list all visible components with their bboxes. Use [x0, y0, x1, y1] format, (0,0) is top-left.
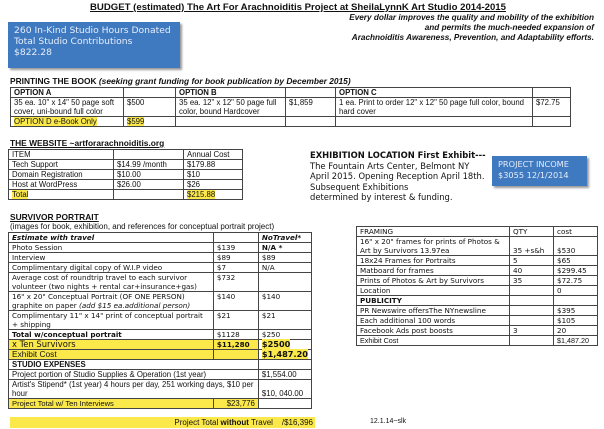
travel-cost: $139 — [213, 243, 258, 253]
option-d-price-cell — [124, 117, 176, 127]
item-name: Each additional 100 words — [357, 316, 510, 326]
table-row — [9, 180, 243, 190]
exhibit-label: Exhibit Cost — [9, 350, 214, 360]
exhibit-value-cell — [258, 350, 311, 360]
item-qty — [510, 306, 554, 316]
empty-cell — [176, 117, 286, 127]
notravel-cost: $140 — [258, 292, 311, 311]
item-name: Matboard for frames — [357, 266, 510, 276]
header-option-b: OPTION B — [176, 88, 286, 98]
empty-cell — [258, 360, 311, 370]
portrait-extra: (add $15 ea.additional person) — [79, 301, 191, 310]
project-total-label: Project Total w/ Ten Interviews — [9, 399, 214, 409]
travel-cost: $21 — [213, 311, 258, 330]
item-qty: 40 — [510, 266, 554, 276]
tagline-line: and permits the much-needed expansion of — [424, 23, 594, 32]
studio-expenses-label: STUDIO EXPENSES — [9, 360, 259, 370]
printing-subtitle: (seeking grant funding for book publication by December 2015) — [98, 76, 351, 86]
project-total-value: $23,776 — [213, 399, 258, 409]
exhibition-line: Subsequent Exhibitions — [310, 181, 409, 192]
table-row — [9, 380, 312, 399]
portrait-desc: 16" x 20" Conceptual Portrait (OF ONE PERSON) graphite on paper — [12, 292, 185, 310]
header-cell — [286, 88, 336, 98]
header-cell — [213, 233, 258, 243]
item-name — [9, 292, 214, 311]
item-qty: 35 — [510, 276, 554, 286]
item-name: Host at WordPress — [9, 180, 114, 190]
item-name: Location — [357, 286, 510, 296]
tagline-line: Every dollar improves the quality and mobility of the exhibition — [349, 13, 594, 22]
header-cell — [124, 88, 176, 98]
item-cost: $299.45 — [554, 266, 598, 276]
item-name: Complimentary 11" x 14" print of conceptual portrait + shipping — [9, 311, 214, 330]
table-row — [9, 170, 243, 180]
item-qty: 3 — [510, 326, 554, 336]
notravel-cost: N/A * — [258, 243, 311, 253]
total-travel: $1128 — [213, 330, 258, 340]
item-name: 16" x 20" frames for prints of Photos & Art by Survivors 13.97ea — [357, 237, 510, 256]
notravel-cost: $21 — [258, 311, 311, 330]
website-title: THE WEBSITE ~artforarachnoiditis.org — [10, 138, 165, 148]
option-a-price: $500 — [124, 98, 176, 117]
table-row — [357, 256, 598, 266]
item-annual: $179.88 — [184, 160, 243, 170]
header-framing: FRAMING — [357, 227, 510, 237]
item-price: $14.99 /month — [114, 160, 184, 170]
empty-cell — [510, 296, 554, 306]
header-cost: cost — [554, 227, 598, 237]
table-row — [357, 237, 598, 256]
option-d-price: $599 — [127, 117, 145, 126]
exhibit-cost-row — [357, 336, 598, 346]
ten-survivors-row — [9, 340, 312, 350]
exhibit-cost-value: $1,487.20 — [554, 336, 598, 346]
studio-hours: 260 In-Kind Studio Hours Donated — [14, 25, 171, 36]
table-row — [9, 160, 243, 170]
table-row — [357, 326, 598, 336]
item-price: $10.00 — [114, 170, 184, 180]
notravel-cost — [258, 273, 311, 292]
header-option-c: OPTION C — [336, 88, 533, 98]
without-travel-value: /$16,396 — [281, 418, 313, 427]
table-header-row — [11, 88, 571, 98]
exhibition-heading: EXHIBITION LOCATION First Exhibit--- — [310, 150, 486, 160]
total-label-cell — [9, 190, 114, 200]
option-a-desc: 35 ea. 10" x 14" 50 page soft cover, uni-bound full color — [11, 98, 124, 117]
empty-cell — [114, 190, 184, 200]
studio-expenses-row — [9, 360, 312, 370]
header-option-a: OPTION A — [11, 88, 124, 98]
exhibit-cost-label: Exhibit Cost — [357, 336, 510, 346]
option-c-desc: 1 ea. Print to order 12" x 12" 50 page full color, bound hard cover — [336, 98, 533, 117]
without-travel-suffix: Travel — [248, 418, 273, 427]
empty-cell — [258, 399, 311, 409]
travel-cost: $89 — [213, 253, 258, 263]
item-name: Tech Support — [9, 160, 114, 170]
item-name: Facebook Ads post boosts — [357, 326, 510, 336]
page-title: BUDGET (estimated) The Art For Arachnoiditis Project at SheilaLynnK Art Studio 2014-2015 — [90, 2, 506, 13]
header-no-travel: NoTravel* — [258, 233, 311, 243]
without-travel-prefix: Project Total — [174, 418, 221, 427]
table-header-row — [9, 150, 243, 160]
travel-cost: $732 — [213, 273, 258, 292]
website-table — [8, 149, 243, 200]
item-name: Photo Session — [9, 243, 214, 253]
item-annual: $26 — [184, 180, 243, 190]
tagline — [254, 13, 594, 43]
table-row — [9, 292, 312, 311]
item-qty: 35 +s&h — [510, 237, 554, 256]
empty-cell — [510, 336, 554, 346]
item-price: $26.00 — [114, 180, 184, 190]
table-row — [11, 117, 571, 127]
studio-cost: $1,554.00 — [258, 370, 311, 380]
table-row — [9, 263, 312, 273]
exhibition-info — [310, 150, 486, 203]
publicity-label: PUBLICITY — [357, 296, 510, 306]
header-with-travel: Estimate with travel — [9, 233, 214, 243]
travel-cost: $140 — [213, 292, 258, 311]
total-notravel: $250 — [258, 330, 311, 340]
survivor-title: SURVIVOR PORTRAIT — [10, 212, 99, 222]
table-row — [357, 266, 598, 276]
project-income-box — [492, 156, 587, 186]
printing-title — [10, 76, 351, 86]
item-name: Prints of Photos & Art by Survivors — [357, 276, 510, 286]
table-row — [9, 273, 312, 292]
exhibit-value: $1,487.20 — [261, 349, 308, 359]
exhibit-row — [9, 350, 312, 360]
empty-cell — [533, 117, 571, 127]
option-c-price: $72.75 — [533, 98, 571, 117]
signature: 12.1.14~slk — [370, 418, 406, 425]
header-item: ITEM — [9, 150, 114, 160]
without-travel-bold: without — [220, 418, 249, 427]
item-name: Domain Registration — [9, 170, 114, 180]
option-d-label: OPTION D e-Book Only — [14, 117, 97, 126]
item-name: Complimentary digital copy of W.I.P video — [9, 263, 214, 273]
item-cost: $395 — [554, 306, 598, 316]
item-qty — [510, 316, 554, 326]
empty-cell — [554, 296, 598, 306]
item-cost: $72.75 — [554, 276, 598, 286]
item-cost: $65 — [554, 256, 598, 266]
survivor-table — [8, 232, 312, 409]
total-row — [9, 190, 243, 200]
income-value: $3055 12/1/2014 — [498, 170, 569, 180]
option-d-cell — [11, 117, 124, 127]
survivor-note: (images for book, exhibition, and references for conceptual portrait project) — [10, 222, 275, 231]
table-row — [9, 370, 312, 380]
exhibition-line: The Fountain Arts Center, Belmont NY — [310, 160, 470, 171]
item-cost: 0 — [554, 286, 598, 296]
printing-title-text: PRINTING THE BOOK — [10, 76, 97, 86]
travel-cost: $7 — [213, 263, 258, 273]
item-name: Average cost of roundtrip travel to each survivor volunteer (two nights + rental car+insurance+gas) — [9, 273, 214, 292]
studio-item: Artist's Stipend* (1st year) 4 hours per day, 251 working days, $10 per hour — [9, 380, 259, 399]
table-row — [9, 311, 312, 330]
notravel-cost: $89 — [258, 253, 311, 263]
studio-contributions-box — [8, 22, 180, 68]
item-annual: $10 — [184, 170, 243, 180]
item-cost: $530 — [554, 237, 598, 256]
table-header-row — [357, 227, 598, 237]
tagline-line: Arachnoiditis Awareness, Prevention, and Adaptability efforts. — [351, 33, 594, 42]
studio-contrib-value: $822.28 — [14, 47, 52, 58]
exhibition-line: April 2015. Opening Reception April 18th. — [310, 171, 485, 181]
notravel-cost: N/A — [258, 263, 311, 273]
table-row — [11, 98, 571, 117]
empty-cell — [336, 117, 533, 127]
item-qty — [510, 286, 554, 296]
header-qty: QTY — [510, 227, 554, 237]
table-row — [357, 306, 598, 316]
option-b-desc: 35 ea. 12" x 12" 50 page full color, bound Hardcover — [176, 98, 286, 117]
header-cell — [114, 150, 184, 160]
studio-cost: $10, 040.00 — [258, 380, 311, 399]
header-annual-cost: Annual Cost — [184, 150, 243, 160]
table-row — [357, 276, 598, 286]
table-row — [357, 316, 598, 326]
ten-label: x Ten Survivors — [9, 340, 214, 350]
empty-cell — [213, 350, 258, 360]
exhibition-line: determined by interest & funding. — [310, 192, 453, 202]
item-name: PR Newswire offersThe NYnewsline — [357, 306, 510, 316]
item-cost: $105 — [554, 316, 598, 326]
project-total-row — [9, 399, 312, 409]
empty-cell — [286, 117, 336, 127]
total-label: Total w/conceptual portrait — [9, 330, 214, 340]
option-b-price: $1,859 — [286, 98, 336, 117]
printing-table — [10, 87, 571, 127]
table-row — [357, 286, 598, 296]
framing-table — [356, 226, 598, 346]
total-row — [9, 330, 312, 340]
item-qty: 5 — [510, 256, 554, 266]
table-row — [9, 243, 312, 253]
total-value: $215.88 — [187, 190, 216, 199]
ten-travel: $11,280 — [213, 340, 258, 350]
table-header-row — [9, 233, 312, 243]
income-label: PROJECT INCOME — [498, 159, 569, 169]
studio-contrib-label: Total Studio Contributions — [14, 36, 133, 47]
publicity-row — [357, 296, 598, 306]
ten-notravel-cell — [258, 340, 311, 350]
project-total-without-travel — [10, 417, 315, 428]
header-cell — [533, 88, 571, 98]
item-name: 18x24 Frames for Portraits — [357, 256, 510, 266]
ten-notravel: $2500 — [261, 339, 291, 349]
table-row — [9, 253, 312, 263]
item-cost: 20 — [554, 326, 598, 336]
studio-item: Project portion of Studio Supplies & Operation (1st year) — [9, 370, 259, 380]
total-label: Total — [12, 190, 29, 199]
item-name: Interview — [9, 253, 214, 263]
total-value-cell — [184, 190, 243, 200]
